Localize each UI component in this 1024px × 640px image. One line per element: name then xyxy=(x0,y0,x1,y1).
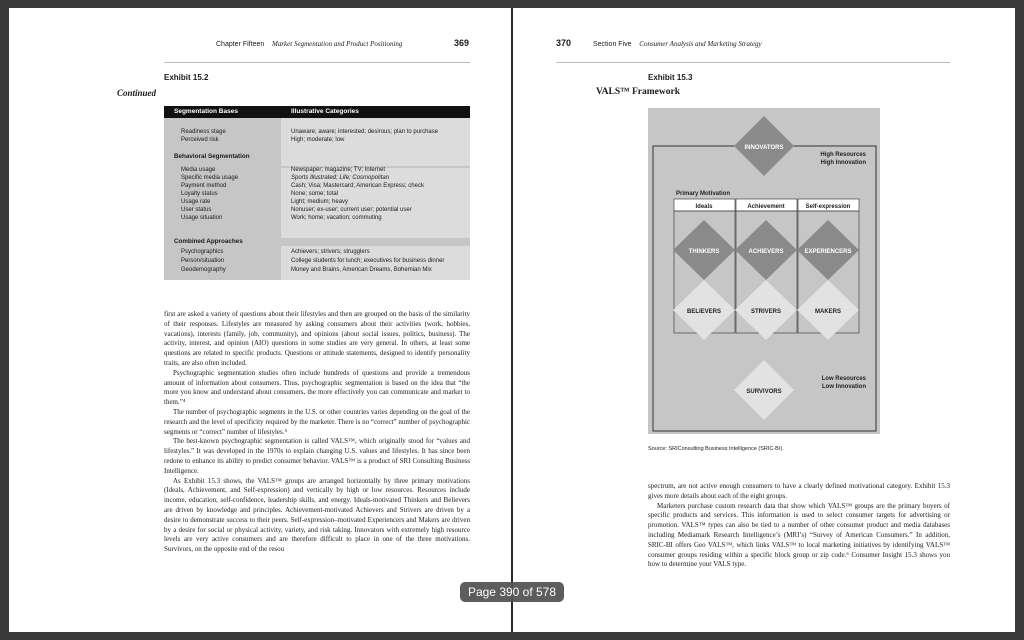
right-running-header xyxy=(593,40,762,48)
table-header xyxy=(164,106,470,118)
exhibit-15-3-title: VALS™ Framework xyxy=(596,87,681,97)
low-innovation-label: Low Innovation xyxy=(822,384,866,390)
vals-svg xyxy=(648,108,880,434)
paragraph: The number of psychographic segments in the U.S. or other countries varies depending on the goal of the research and the level of specificity required by the marketer. There is no “correct” number of psychographic segments or “correct” number of lifestyles.⁵ xyxy=(164,407,470,436)
page-gutter xyxy=(511,8,513,632)
left-page-number-wrap xyxy=(454,38,469,48)
right-page-number-wrap xyxy=(556,38,571,48)
paragraph: Marketers purchase custom research data that show which VALS™ groups are the primary buyers of specific products and services. This information is used to select consumer targets for advertising or promotion. VALS™ types can also be tied to a number of other consumer product and media databases including Mediamark Research Intelligence’s (MRI’s) “Survey of American Consumers.” In addition, SRIC-BI offers Geo VALS™, which links VALS™ to local marketing initiatives by identifying VALS™ consumer groups residing within a specific block group or zip code.⁶ Consumer Insight 15.3 shows you how to determine your VALS type. xyxy=(648,501,950,569)
table-row xyxy=(164,174,470,182)
thinkers-label: THINKERS xyxy=(688,249,720,255)
left-body-text xyxy=(164,310,470,598)
row-base: Usage rate xyxy=(181,199,211,205)
row-base: Perceived risk xyxy=(181,137,219,143)
table-row xyxy=(164,128,470,136)
row-base: Media usage xyxy=(181,167,216,173)
makers-label: MAKERS xyxy=(814,309,842,315)
right-page-number: 370 xyxy=(556,38,572,48)
row-base: Readiness stage xyxy=(181,129,226,135)
col-header-bases: Segmentation Bases xyxy=(174,108,238,115)
col-header-categories: Illustrative Categories xyxy=(291,108,359,115)
row-base: Geodemography xyxy=(181,267,226,273)
low-resources-label: Low Resources xyxy=(821,376,866,382)
segmentation-table xyxy=(164,106,470,280)
experiencers-label: EXPERIENCERS xyxy=(804,249,852,255)
paragraph: spectrum, are not active enough consumers to have a clearly defined motivational category. Exhibit 15.3 gives more details about each of the eight groups. xyxy=(648,482,950,500)
motivation-self-expression: Self-expression xyxy=(805,204,851,210)
paragraph: first are asked a variety of questions about their lifestyles and then are grouped on the basis of the similarity of their responses. Lifestyles are measured by asking consumers about their activities (work, hobbies, vacations), interests (family, job, community), and opinions (about social issues, politics, business). The activity, interest, and opinion (AIO) questions in some studies are very general. In others, at least some questions are related to specific products. Questions or attitude statements, designed to identify personality traits, are also often included. xyxy=(164,310,470,367)
row-category: Nonuser; ex-user; current user; potential user xyxy=(291,207,412,213)
row-category: Achievers; strivers; strugglers xyxy=(291,249,370,255)
continued-label: Continued xyxy=(117,88,157,98)
motivation-achievement: Achievement xyxy=(747,204,785,210)
row-category: Money and Brains, American Dreams, Bohemian Mix xyxy=(291,267,432,273)
table-row xyxy=(164,190,470,198)
left-running-header xyxy=(216,40,402,48)
right-header-rule xyxy=(556,62,950,63)
row-category: Work; home; vacation; commuting xyxy=(291,215,382,221)
vals-framework-diagram xyxy=(648,108,880,434)
survivors-label: SURVIVORS xyxy=(746,389,782,395)
row-base: Loyalty status xyxy=(181,191,218,197)
paragraph: As Exhibit 15.3 shows, the VALS™ groups are arranged horizontally by three primary motivations (Ideals, Achievement, and Self-expression) and vertically by high or low resources. Resources include income, education, self-confidence, leadership skills, and energy. Ideals-motivated Thinkers and Believers are driven by knowledge and principles. Achievement-motivated Achievers and Strivers are driven by a desire to demonstrate success to their peers. Self-expression–motivated Experiencers and Makers are driven by a desire for social or physical activity, variety, and risk taking. Innovators with extremely high resource levels are very active consumers and are therefore difficult to place in one of the three motivations. Survivors, on the opposite end of the resou xyxy=(164,476,470,554)
table-row xyxy=(164,166,470,174)
table-row xyxy=(164,214,470,222)
left-header-rule xyxy=(164,62,470,63)
row-base: Payment method xyxy=(181,183,227,189)
row-base: Usage situation xyxy=(181,215,223,221)
paragraph: The best-known psychographic segmentation is called VALS™, which originally stood for “values and lifestyles.” It was developed in the 1970s to explain changing U.S. values and lifestyles. It has since been redone to enhance its ability to predict consumer behavior. VALS™ is a product of SRI Consulting Business Intelligence. xyxy=(164,437,470,475)
row-base: User status xyxy=(181,207,212,213)
row-category: College students for lunch; executives for business dinner xyxy=(291,258,445,264)
diagram-source: Source: SRIConsulting Business Intelligence (SRIC-BI). xyxy=(648,446,784,452)
exhibit-15-2-label: Exhibit 15.2 xyxy=(164,73,209,82)
exhibit-15-3-label: Exhibit 15.3 xyxy=(648,73,693,82)
section-title: Consumer Analysis and Marketing Strategy xyxy=(639,40,762,48)
row-category: Newspaper; magazine; TV; Internet xyxy=(291,167,386,173)
group-heading-behavioral: Behavioral Segmentation xyxy=(174,153,250,160)
strivers-label: STRIVERS xyxy=(750,309,782,315)
page-indicator: Page 390 of 578 xyxy=(460,582,564,602)
table-row xyxy=(164,182,470,190)
high-resources-label: High Resources xyxy=(820,152,866,158)
motivation-ideals: Ideals xyxy=(695,204,713,210)
achievers-label: ACHIEVERS xyxy=(748,249,784,255)
believers-label: BELIEVERS xyxy=(686,309,722,315)
right-body-text xyxy=(648,482,950,592)
row-category: None; some; total xyxy=(291,191,339,197)
row-category: Unaware; aware; interested; desirous; plan to purchase xyxy=(291,129,439,135)
high-innovation-label: High Innovation xyxy=(820,160,866,166)
row-base: Person/situation xyxy=(181,258,225,264)
group-heading-combined: Combined Approaches xyxy=(174,238,243,245)
table-row xyxy=(164,248,470,256)
innovators-label: INNOVATORS xyxy=(744,145,784,151)
row-base: Psychographics xyxy=(181,249,224,255)
row-category: High; moderate; low xyxy=(291,137,345,143)
row-category: Sports Illustrated; Life; Cosmopolitan xyxy=(291,175,390,181)
paragraph: Psychographic segmentation studies often include hundreds of questions and provide a tremendous amount of information about consumers. Thus, psychographic segmentation is based on the idea that “the more you know and understand about consumers, the more effectively you can communicate and market to them.”⁴ xyxy=(164,368,470,407)
chapter-title: Market Segmentation and Product Positioning xyxy=(272,40,403,48)
table-row xyxy=(164,266,470,274)
table-row xyxy=(164,198,470,206)
table-row xyxy=(164,257,470,265)
primary-motivation-label: Primary Motivation xyxy=(676,191,731,197)
left-page-number: 369 xyxy=(454,38,470,48)
chapter-label: Chapter Fifteen xyxy=(216,41,265,48)
table-row xyxy=(164,206,470,214)
table-row xyxy=(164,136,470,144)
row-category: Light; medium; heavy xyxy=(291,199,349,205)
row-base: Specific media usage xyxy=(181,175,239,181)
row-category: Cash; Visa; Mastercard; American Express; check xyxy=(291,183,424,189)
section-label: Section Five xyxy=(593,41,632,48)
